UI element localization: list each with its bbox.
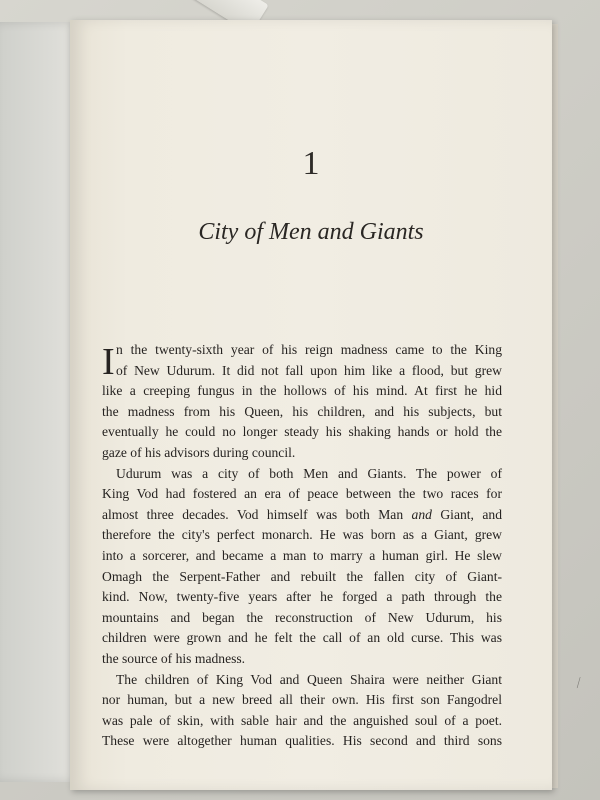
chapter-number: 1 — [302, 145, 320, 182]
text-line: was pale of skin, with sable hair and the anguished soul of a poet. — [102, 712, 502, 728]
text-line: therefore the city's perfect monarch. He was born as a Giant, grew — [102, 527, 502, 543]
facing-page — [0, 22, 78, 782]
text-line: like a creeping fungus in the hollows of his mind. At first he hid — [102, 383, 502, 399]
text-line: the madness from his Queen, his children, and his subjects, but — [102, 403, 502, 419]
text-line: mountains and began the reconstruction of New Udurum, his — [102, 609, 502, 625]
text-line: kind. Now, twenty-five years after he forged a path through the — [102, 589, 502, 605]
text-line: These were altogether human qualities. His second and third sons — [102, 733, 502, 749]
text-line: almost three decades. Vod himself was both Man and Giant, and — [102, 506, 502, 522]
text-line: children were grown and he felt the call of an old curse. This was — [102, 630, 502, 646]
text-line: into a sorcerer, and became a man to marry a human girl. He slew — [102, 547, 502, 563]
text-line: King Vod had fostered an era of peace between the two races for — [102, 486, 502, 502]
text-line: Udurum was a city of both Men and Giants. The power of — [116, 465, 502, 481]
chapter-title: City of Men and Giants — [198, 219, 424, 245]
drop-cap: I — [102, 341, 115, 383]
text-line: The children of King Vod and Queen Shaira were neither Giant — [116, 671, 502, 687]
text-line: the source of his madness. — [102, 650, 246, 666]
chapter-body — [102, 340, 502, 752]
text-line: eventually he could no longer steady his shaking hands or hold the — [102, 424, 502, 440]
text-line: gaze of his advisors during council. — [102, 444, 296, 460]
text-line: Omagh the Serpent-Father and rebuilt the fallen city of Giant- — [102, 568, 502, 584]
text-line: I n the twenty-sixth year of his reign madness came to the King — [102, 341, 502, 383]
italic-emphasis: and — [411, 506, 432, 522]
pencil-mark: ⁄ — [575, 676, 583, 691]
book-page — [70, 20, 552, 790]
text-line: nor human, but a new breed all their own. His first son Fangodrel — [102, 692, 502, 708]
text-line: of New Udurum. It did not fall upon him like a flood, but grew — [116, 362, 502, 378]
